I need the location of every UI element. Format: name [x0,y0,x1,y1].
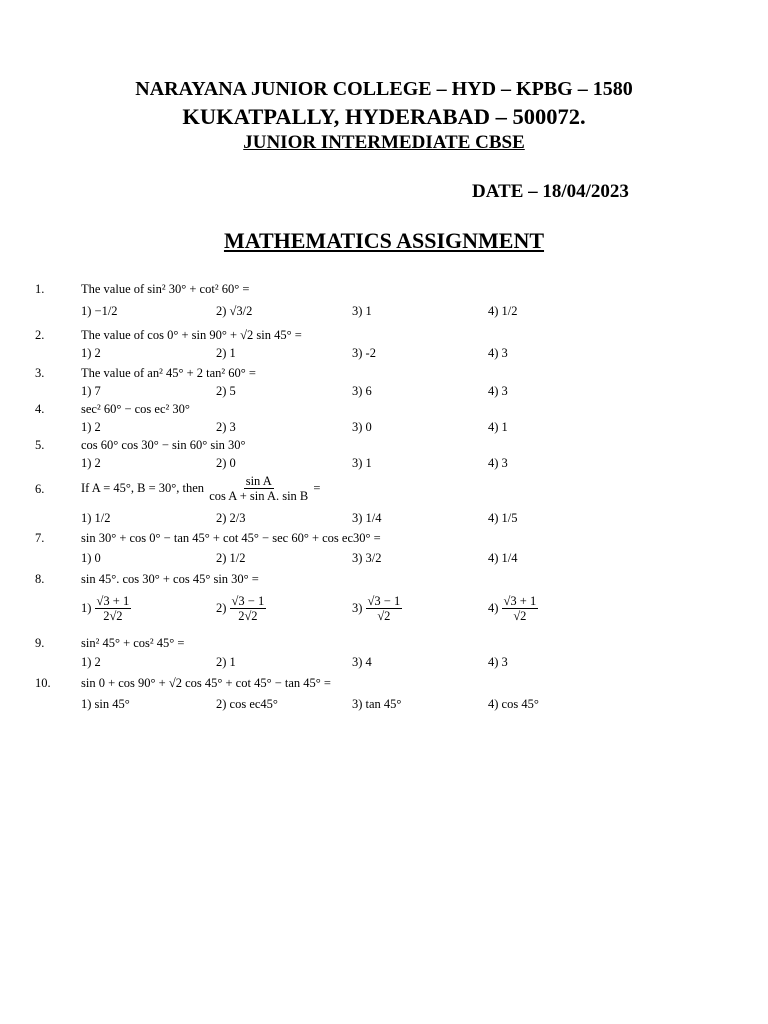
option-1: 1) sin 45° [81,697,130,711]
option-1: 1) $\frac{√3 + 1}{2√2}$ [81,594,130,624]
option-2: 2) 2/3 [216,511,246,525]
question-number: 7. [35,531,45,545]
option-1: 1) 2 [81,655,101,669]
option-2: 2) 1 [216,655,236,669]
question-number: 10. [35,676,51,690]
question-number: 1. [35,282,45,296]
question-text: The value of sin² 30° + cot² 60° = [81,282,250,296]
question-text: sin 45°. cos 30° + cos 45° sin 30° = [81,572,259,586]
option-2: 2) 1/2 [216,551,246,565]
assignment-date: DATE – 18/04/2023 [472,181,629,202]
option-1: 1) 2 [81,456,101,470]
option-1: 1) 0 [81,551,101,565]
option-3: 3) $\frac{√3 - 1}{√2}$ [352,594,401,624]
college-name: NARAYANA JUNIOR COLLEGE – HYD – KPBG – 1580 [135,78,633,100]
option-2: 2) $\frac{√3 - 1}{2√2}$ [216,594,265,624]
option-3: 3) 1 [352,304,372,318]
option-3: 3) 3/2 [352,551,382,565]
option-4: 4) cos 45° [488,697,539,711]
option-4: 4) 1/2 [488,304,518,318]
option-3: 3) 0 [352,420,372,434]
option-4: 4) 3 [488,346,508,360]
question-number: 2. [35,328,45,342]
question-text: The value of cos 0° + sin 90° + √2 sin 45° = [81,328,302,342]
option-2: 2) 5 [216,384,236,398]
option-4: 4) 1/4 [488,551,518,565]
option-1: 1) 2 [81,346,101,360]
option-4: 4) $\frac{√3 + 1}{√2}$ [488,594,537,624]
question-number: 4. [35,402,45,416]
option-2: 2) 1 [216,346,236,360]
question-number: 9. [35,636,45,650]
option-4: 4) 3 [488,384,508,398]
question-text: sec² 60° − cos ec² 30° [81,402,190,416]
college-address: KUKATPALLY, HYDERABAD – 500072. [182,104,586,129]
option-3: 3) 1/4 [352,511,382,525]
option-1: 1) −1/2 [81,304,118,318]
question-text: cos 60° cos 30° − sin 60° sin 30° [81,438,246,452]
assignment-title: MATHEMATICS ASSIGNMENT [223,228,545,253]
option-1: 1) 1/2 [81,511,111,525]
option-3: 3) 4 [352,655,372,669]
option-2: 2) 0 [216,456,236,470]
option-3: 3) 6 [352,384,372,398]
option-4: 4) 1 [488,420,508,434]
question-number: 3. [35,366,45,380]
question-number: 5. [35,438,45,452]
question-text: sin 30° + cos 0° − tan 45° + cot 45° − sec 60° + cos ec30° = [81,531,381,545]
question-text: sin² 45° + cos² 45° = [81,636,185,650]
question-text: sin 0 + cos 90° + √2 cos 45° + cot 45° − tan 45° = [81,676,331,690]
option-2: 2) √3/2 [216,304,253,318]
option-1: 1) 7 [81,384,101,398]
option-3: 3) tan 45° [352,697,402,711]
option-3: 3) 1 [352,456,372,470]
option-4: 4) 1/5 [488,511,518,525]
option-2: 2) cos ec45° [216,697,278,711]
question-number: 6. [35,482,45,496]
option-3: 3) -2 [352,346,376,360]
option-1: 1) 2 [81,420,101,434]
class-name: JUNIOR INTERMEDIATE CBSE [243,132,525,153]
question-text: The value of an² 45° + 2 tan² 60° = [81,366,256,380]
option-4: 4) 3 [488,456,508,470]
option-4: 4) 3 [488,655,508,669]
question-text: If A = 45°, B = 30°, then $\frac{\text{sin A}}{\text{cos A + sin A. sin B}}$ = [81,474,321,504]
fraction: $\frac{\text{sin A}}{\text{cos A + sin A. sin B}}$ [209,474,309,504]
question-number: 8. [35,572,45,586]
option-2: 2) 3 [216,420,236,434]
